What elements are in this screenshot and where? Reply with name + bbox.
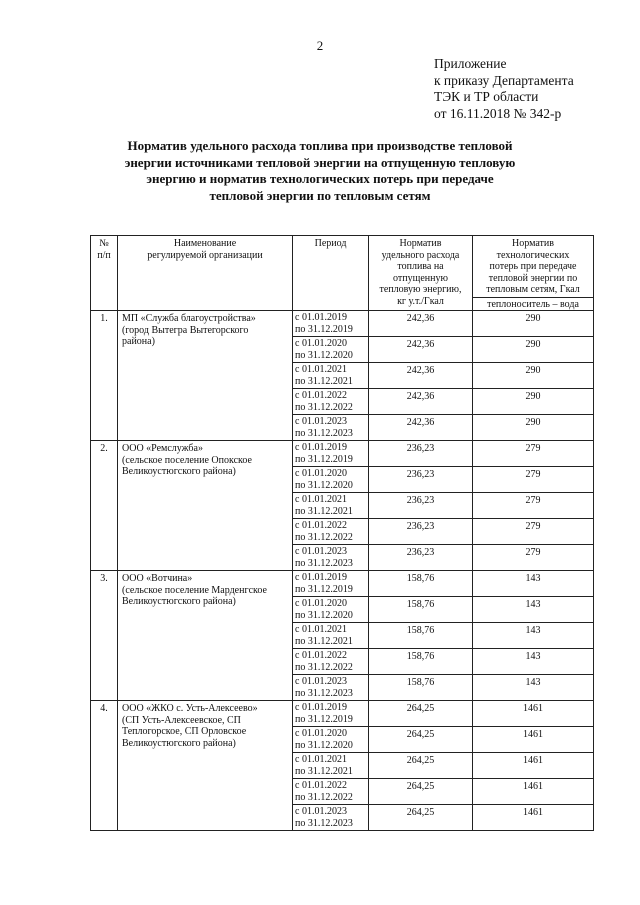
period-cell bbox=[293, 415, 369, 441]
period-to: по 31.12.2020 bbox=[295, 739, 353, 751]
period-from: с 01.01.2020 bbox=[295, 338, 347, 349]
period-to: по 31.12.2022 bbox=[295, 531, 353, 543]
loss-norm-value: 1461 bbox=[473, 805, 594, 831]
period-from: с 01.01.2019 bbox=[295, 572, 347, 583]
loss-norm-value: 279 bbox=[473, 441, 594, 467]
header-line: топлива на bbox=[397, 261, 444, 272]
header-line: регулируемой организации bbox=[147, 249, 263, 261]
header-line: тепловой энергии по bbox=[488, 272, 578, 284]
header-line: кг у.т./Гкал bbox=[397, 295, 444, 307]
organization-name-line: района) bbox=[122, 336, 155, 347]
period-to: по 31.12.2019 bbox=[295, 453, 353, 465]
period-cell bbox=[293, 675, 369, 701]
title-line: энергии источниками тепловой энергии на отпущенную тепловую bbox=[124, 154, 516, 170]
row-number: 1. bbox=[91, 311, 118, 441]
period-from: с 01.01.2023 bbox=[295, 546, 347, 557]
fuel-norm-value: 236,23 bbox=[369, 545, 473, 571]
period-cell bbox=[293, 493, 369, 519]
organization-name bbox=[118, 571, 293, 701]
period-to: по 31.12.2020 bbox=[295, 479, 353, 491]
period-cell bbox=[293, 805, 369, 831]
fuel-norm-value: 264,25 bbox=[369, 753, 473, 779]
period-cell bbox=[293, 727, 369, 753]
title-line: энергию и норматив технологических потерь при передаче bbox=[146, 171, 494, 186]
loss-norm-value: 143 bbox=[473, 649, 594, 675]
period-from: с 01.01.2023 bbox=[295, 416, 347, 427]
period-to: по 31.12.2019 bbox=[295, 583, 353, 595]
loss-norm-value: 143 bbox=[473, 675, 594, 701]
loss-norm-value: 279 bbox=[473, 467, 594, 493]
loss-norm-value: 279 bbox=[473, 519, 594, 545]
period-from: с 01.01.2021 bbox=[295, 624, 347, 635]
period-to: по 31.12.2021 bbox=[295, 375, 353, 387]
period-cell bbox=[293, 701, 369, 727]
header-line: потерь при передаче bbox=[489, 261, 577, 272]
loss-norm-value: 143 bbox=[473, 597, 594, 623]
fuel-norm-value: 264,25 bbox=[369, 727, 473, 753]
period-cell bbox=[293, 519, 369, 545]
header-org bbox=[118, 236, 293, 311]
period-from: с 01.01.2023 bbox=[295, 676, 347, 687]
period-to: по 31.12.2021 bbox=[295, 635, 353, 647]
header-line: тепловую энергию, bbox=[379, 284, 462, 295]
period-cell bbox=[293, 363, 369, 389]
period-cell bbox=[293, 389, 369, 415]
fuel-norm-value: 236,23 bbox=[369, 493, 473, 519]
header-line: технологических bbox=[496, 249, 570, 261]
table-body bbox=[91, 311, 594, 831]
period-cell bbox=[293, 597, 369, 623]
row-number: 4. bbox=[91, 701, 118, 831]
page-number: 2 bbox=[316, 38, 324, 53]
header-num bbox=[91, 236, 118, 311]
period-cell bbox=[293, 753, 369, 779]
header-line: удельного расхода bbox=[381, 249, 460, 261]
loss-norm-value: 279 bbox=[473, 545, 594, 571]
organization-name-line: ООО «Вотчина» bbox=[122, 573, 193, 584]
period-to: по 31.12.2021 bbox=[295, 505, 353, 517]
loss-norm-value: 1461 bbox=[473, 727, 594, 753]
period-from: с 01.01.2020 bbox=[295, 598, 347, 609]
fuel-norm-value: 242,36 bbox=[369, 311, 473, 337]
table-row bbox=[91, 441, 594, 467]
period-to: по 31.12.2022 bbox=[295, 791, 353, 803]
fuel-norm-value: 264,25 bbox=[369, 805, 473, 831]
table-row bbox=[91, 311, 594, 337]
period-to: по 31.12.2019 bbox=[295, 323, 353, 335]
period-to: по 31.12.2019 bbox=[295, 713, 353, 725]
appendix-line: Приложение bbox=[434, 56, 507, 71]
organization-name-line: (сельское поселение Опокское bbox=[122, 454, 252, 466]
fuel-norm-value: 242,36 bbox=[369, 337, 473, 363]
loss-norm-value: 290 bbox=[473, 389, 594, 415]
period-cell bbox=[293, 649, 369, 675]
norms-table bbox=[90, 235, 594, 831]
organization-name-line: (СП Усть-Алексеевское, СП bbox=[122, 714, 241, 726]
period-from: с 01.01.2022 bbox=[295, 780, 347, 791]
fuel-norm-value: 242,36 bbox=[369, 363, 473, 389]
period-from: с 01.01.2019 bbox=[295, 312, 347, 323]
header-line: Период bbox=[314, 238, 347, 249]
header-line: № bbox=[99, 238, 109, 249]
organization-name-line: Великоустюгского района) bbox=[122, 596, 236, 607]
fuel-norm-value: 236,23 bbox=[369, 467, 473, 493]
period-to: по 31.12.2021 bbox=[295, 765, 353, 777]
loss-norm-value: 143 bbox=[473, 571, 594, 597]
fuel-norm-value: 242,36 bbox=[369, 389, 473, 415]
period-from: с 01.01.2022 bbox=[295, 390, 347, 401]
period-from: с 01.01.2021 bbox=[295, 364, 347, 375]
period-to: по 31.12.2023 bbox=[295, 427, 353, 439]
period-from: с 01.01.2023 bbox=[295, 806, 347, 817]
fuel-norm-value: 158,76 bbox=[369, 597, 473, 623]
header-line: Норматив bbox=[399, 238, 442, 249]
header-line: отпущенную bbox=[393, 272, 448, 284]
appendix-line: ТЭК и ТР области bbox=[434, 89, 539, 104]
period-from: с 01.01.2022 bbox=[295, 520, 347, 531]
organization-name-line: Великоустюгского района) bbox=[122, 466, 236, 477]
loss-norm-value: 143 bbox=[473, 623, 594, 649]
row-number: 3. bbox=[91, 571, 118, 701]
organization-name-line: МП «Служба благоустройства» bbox=[122, 313, 256, 324]
fuel-norm-value: 158,76 bbox=[369, 571, 473, 597]
period-from: с 01.01.2022 bbox=[295, 650, 347, 661]
loss-norm-value: 290 bbox=[473, 415, 594, 441]
fuel-norm-value: 242,36 bbox=[369, 415, 473, 441]
organization-name-line: (город Вытегра Вытегорского bbox=[122, 324, 249, 336]
fuel-norm-value: 158,76 bbox=[369, 675, 473, 701]
period-to: по 31.12.2022 bbox=[295, 661, 353, 673]
header-line: Норматив bbox=[512, 238, 554, 249]
table-row bbox=[91, 701, 594, 727]
fuel-norm-value: 264,25 bbox=[369, 779, 473, 805]
table-header bbox=[91, 236, 594, 311]
row-number: 2. bbox=[91, 441, 118, 571]
period-to: по 31.12.2023 bbox=[295, 687, 353, 699]
table-row bbox=[91, 571, 594, 597]
loss-norm-value: 290 bbox=[473, 363, 594, 389]
organization-name-line: Великоустюгского района) bbox=[122, 737, 236, 749]
organization-name bbox=[118, 311, 293, 441]
header-line: п/п bbox=[97, 249, 111, 261]
period-from: с 01.01.2021 bbox=[295, 754, 347, 765]
loss-norm-value: 1461 bbox=[473, 701, 594, 727]
fuel-norm-value: 236,23 bbox=[369, 519, 473, 545]
header-period bbox=[293, 236, 369, 311]
organization-name-line: (сельское поселение Марденгское bbox=[122, 584, 267, 596]
period-to: по 31.12.2023 bbox=[295, 817, 353, 829]
period-to: по 31.12.2023 bbox=[295, 557, 353, 569]
title-line: Норматив удельного расхода топлива при производстве тепловой bbox=[127, 138, 513, 153]
period-cell bbox=[293, 623, 369, 649]
period-to: по 31.12.2020 bbox=[295, 349, 353, 361]
period-from: с 01.01.2021 bbox=[295, 494, 347, 505]
document-title bbox=[60, 138, 580, 204]
organization-name-line: ООО «Ремслужба» bbox=[122, 443, 203, 454]
organization-name-line: ООО «ЖКО с. Усть-Алексеево» bbox=[122, 703, 258, 714]
period-cell bbox=[293, 779, 369, 805]
loss-norm-value: 290 bbox=[473, 337, 594, 363]
period-cell bbox=[293, 571, 369, 597]
period-cell bbox=[293, 311, 369, 337]
period-from: с 01.01.2020 bbox=[295, 468, 347, 479]
fuel-norm-value: 158,76 bbox=[369, 649, 473, 675]
period-to: по 31.12.2022 bbox=[295, 401, 353, 413]
loss-norm-value: 1461 bbox=[473, 753, 594, 779]
period-from: с 01.01.2020 bbox=[295, 728, 347, 739]
appendix-header bbox=[434, 56, 574, 122]
header-fuel bbox=[369, 236, 473, 311]
header-line: тепловым сетям, Гкал bbox=[486, 284, 580, 295]
appendix-line: от 16.11.2018 № 342-р bbox=[434, 105, 562, 121]
organization-name bbox=[118, 701, 293, 831]
period-from: с 01.01.2019 bbox=[295, 702, 347, 713]
loss-norm-value: 1461 bbox=[473, 779, 594, 805]
period-to: по 31.12.2020 bbox=[295, 609, 353, 621]
fuel-norm-value: 158,76 bbox=[369, 623, 473, 649]
organization-name bbox=[118, 441, 293, 571]
header-line: Наименование bbox=[173, 238, 237, 249]
loss-norm-value: 290 bbox=[473, 311, 594, 337]
period-cell bbox=[293, 467, 369, 493]
fuel-norm-value: 236,23 bbox=[369, 441, 473, 467]
period-cell bbox=[293, 545, 369, 571]
title-line: тепловой энергии по тепловым сетям bbox=[209, 187, 431, 203]
appendix-line: к приказу Департамента bbox=[434, 72, 574, 88]
header-loss bbox=[473, 236, 594, 311]
fuel-norm-value: 264,25 bbox=[369, 701, 473, 727]
period-from: с 01.01.2019 bbox=[295, 442, 347, 453]
period-cell bbox=[293, 441, 369, 467]
organization-name-line: Теплогорское, СП Орловское bbox=[122, 726, 247, 737]
header-loss-subheader: теплоноситель – вода bbox=[473, 297, 593, 311]
period-cell bbox=[293, 337, 369, 363]
loss-norm-value: 279 bbox=[473, 493, 594, 519]
